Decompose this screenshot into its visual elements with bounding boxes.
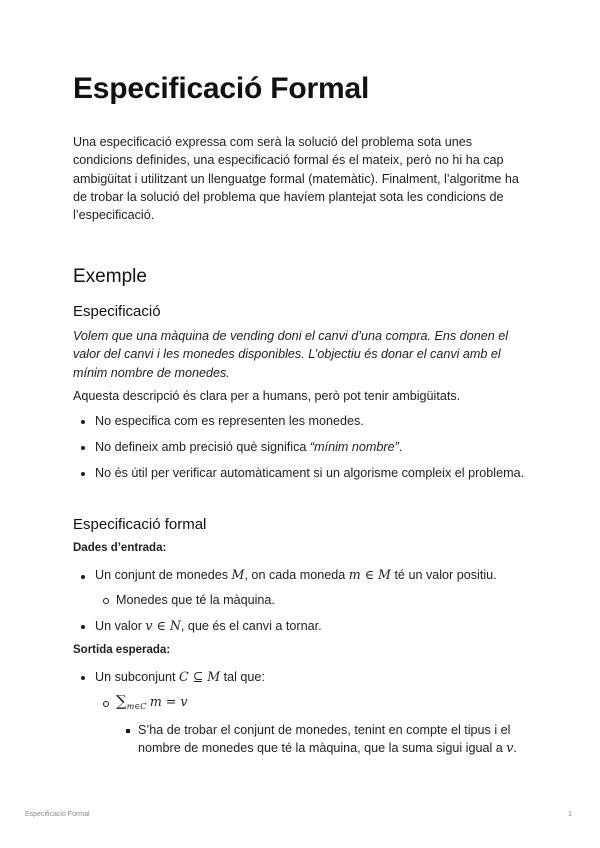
list-item: No especifica com es representen les monedes. [95,414,364,428]
page-number: 1 [568,811,572,818]
bullet-icon [81,420,85,424]
output-label: Sortida esperada: [73,644,171,656]
list-item: Un valor v ∈ N, que és el canvi a tornar. [95,618,322,633]
list-item: Monedes que té la màquina. [116,593,275,607]
bullet-icon [81,625,85,629]
sum-formula: $\sum_{m\in C}$ m = v [116,692,188,711]
spec-heading: Especificació [73,303,161,320]
bullet-icon [81,446,85,450]
intro-paragraph: Una especificació expressa com serà la solució del problema sota unes condicions definides, una especificació formal és el mateix, però no hi ha cap ambigüitat i utilitzant un llenguatge formal (matemàtic). Finalment, l’algoritme ha de trobar la solució del problema que havíem plantejat sota les condicions de l’especificació. [73,135,519,223]
formal-spec-heading: Especificació formal [73,516,207,533]
bullet-icon [81,676,85,680]
list-item: Un subconjunt C ⊆ M tal que: [95,669,265,684]
bullet-icon [81,575,85,579]
square-bullet-icon [126,729,130,733]
list-item: No és útil per verificar automàticament si un algorisme compleix el problema. [95,466,525,480]
circle-bullet-icon [103,598,109,604]
list-item: No defineix amb precisió què significa “mínim nombre”. [95,440,403,454]
example-heading: Exemple [73,266,147,287]
spec-description: Volem que una màquina de vending doni el canvi d’una compra. Ens donen el valor del canvi i les monedes disponibles. L’objectiu és donar el canvi amb el mínim nombre de monedes. [73,329,509,380]
page-title: Especificació Formal [73,72,370,105]
list-item: S’ha de trobar el conjunt de monedes, tenint en compte el tipus i el nombre de monedes que té la màquina, que la suma sigui igual a v. [138,723,517,756]
list-item: Un conjunt de monedes M, on cada moneda m ∈ M té un valor positiu. [95,567,497,582]
bullet-icon [81,472,85,476]
footer-title: Especificació Formal [25,811,90,818]
circle-bullet-icon [103,701,109,707]
input-data-label: Dades d’entrada: [73,542,167,554]
spec-note: Aquesta descripció és clara per a humans, però pot tenir ambigüitats. [73,389,461,403]
